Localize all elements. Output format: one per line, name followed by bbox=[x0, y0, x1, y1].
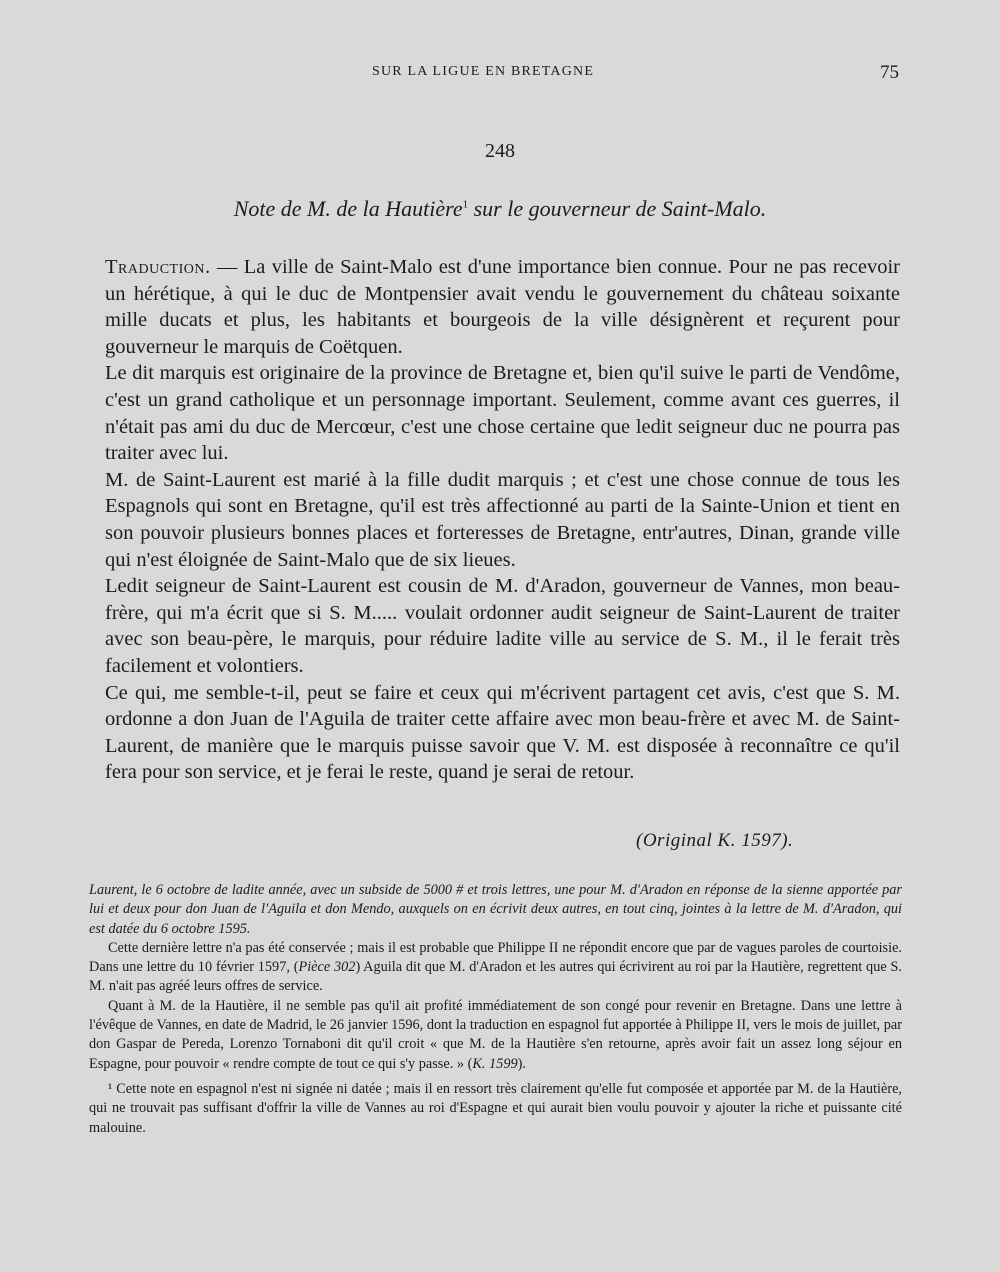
note-text: ) Aguila dit que M. d'Aradon et les autres qui écrivirent au roi par la Hautière, regrettent que S. M. n'ait pas agréé leurs offres de service. bbox=[89, 959, 903, 995]
footnote bbox=[89, 1080, 902, 1138]
paragraph: M. de Saint-Laurent est marié à la fille dudit marquis ; et c'est une chose connue de tous les Espagnols qui sont en Bretagne, qu'il est très affectionné au parti de la Sainte-Union et tient en son pouvoir plusieurs bonnes places et forteresses de Bretagne, entr'autres, Dinan, grande ville qui n'est éloignée de Saint-Malo que de six lieues. bbox=[105, 468, 900, 571]
source-reference: (Original K. 1597). bbox=[636, 830, 794, 851]
notes-section bbox=[89, 881, 902, 1138]
running-title: SUR LA LIGUE EN BRETAGNE bbox=[372, 64, 595, 79]
note-reference: K. 1599 bbox=[472, 1055, 518, 1072]
title-text-rest: sur le gouverneur de Saint-Malo. bbox=[468, 196, 767, 221]
paragraph: Ledit seigneur de Saint-Laurent est cousin de M. d'Aradon, gouverneur de Vannes, mon beau-frère, qui m'a écrit que si S. M..... voulait ordonner audit seigneur de Saint-Laurent de traiter avec son beau-père, le marquis, pour réduire ladite ville au service de S. M., il le ferait très facilement et volontiers. bbox=[105, 575, 900, 677]
footnote-marker: ¹ bbox=[108, 1080, 113, 1097]
paragraph-text: — La ville de Saint-Malo est d'une importance bien connue. Pour ne pas recevoir un hérétique, à qui le duc de Montpensier avait vendu le gouvernement du château soixante mille ducats et plus, les habitants et bourgeois de la ville désignèrent et reçurent pour gouverneur le marquis de Coëtquen. bbox=[105, 256, 900, 358]
document-title bbox=[0, 196, 1000, 222]
note-paragraph bbox=[89, 939, 902, 997]
title-text: Note de M. de la Hautière bbox=[233, 196, 463, 221]
note-text: Cette dernière lettre n'a pas été conservée ; mais il est probable que Philippe II ne répondit encore que par de vagues paroles de courtoisie. Dans une lettre du 10 février 1597, ( bbox=[89, 939, 902, 976]
running-head bbox=[0, 64, 1000, 86]
paragraph bbox=[105, 254, 900, 360]
document-body bbox=[105, 254, 900, 786]
note-reference: Pièce 302 bbox=[298, 959, 356, 976]
note-text: ). bbox=[517, 1055, 526, 1072]
paragraph: Le dit marquis est originaire de la province de Bretagne et, bien qu'il suive le parti de Vendôme, c'est un grand catholique et un personnage important. Seulement, comme avant ces guerres, il n'était pas ami du duc de Mercœur, c'est une chose certaine que ledit seigneur duc ne pourra pas traiter avec lui. bbox=[105, 362, 900, 465]
continued-note: Laurent, le 6 octobre de ladite année, avec un subside de 5000 # et trois lettres, une pour M. d'Aradon en réponse de la sienne apportée par lui et deux pour don Juan de l'Aguila et don Mendo, auxquels on en écrivit deux autres, en tout cinq, jointes à la lettre de M. d'Aradon, qui est datée du 6 octobre 1595. bbox=[89, 882, 902, 937]
note-text: Quant à M. de la Hautière, il ne semble pas qu'il ait profité immédiatement de son congé pour revenir en Bretagne. Dans une lettre à l'évêque de Vannes, en date de Madrid, le 26 janvier 1596, dont la traduction en espagnol fut apportée à Philippe II, vers le mois de juillet, par don Gaspar de Pereda, Lorenzo Tornaboni dit qu'il croit « que M. de la Hautière s'en retourne, après avoir fait un assez long séjour en Espagne, pour pouvoir « rendre compte de tout ce qui s'y passe. » ( bbox=[89, 997, 902, 1072]
document-number: 248 bbox=[485, 140, 515, 162]
footnote-text: Cette note en espagnol n'est ni signée ni datée ; mais il en ressort très clairement qu'elle fut composée et apportée par M. de la Hautière, qui ne trouvait pas suffisant d'offrir la ville de Vannes au roi d'Espagne et qui aurait bien voulu pouvoir y ajouter la riche et puissante cité malouine. bbox=[89, 1080, 902, 1136]
translation-lead: Traduction. bbox=[105, 256, 211, 278]
paragraph: Ce qui, me semble-t-il, peut se faire et ceux qui m'écrivent partagent cet avis, c'est que S. M. ordonne a don Juan de l'Aguila de traiter cette affaire avec mon beau-frère et avec M. de Saint-Laurent, de manière que le marquis puisse savoir que V. M. est disposée à reconnaître ce qu'il fera pour son service, et je ferai le reste, quand je serai de retour. bbox=[105, 681, 900, 784]
note-paragraph bbox=[89, 997, 902, 1074]
page-number: 75 bbox=[880, 62, 899, 83]
title-footnote-marker: 1 bbox=[462, 198, 469, 211]
